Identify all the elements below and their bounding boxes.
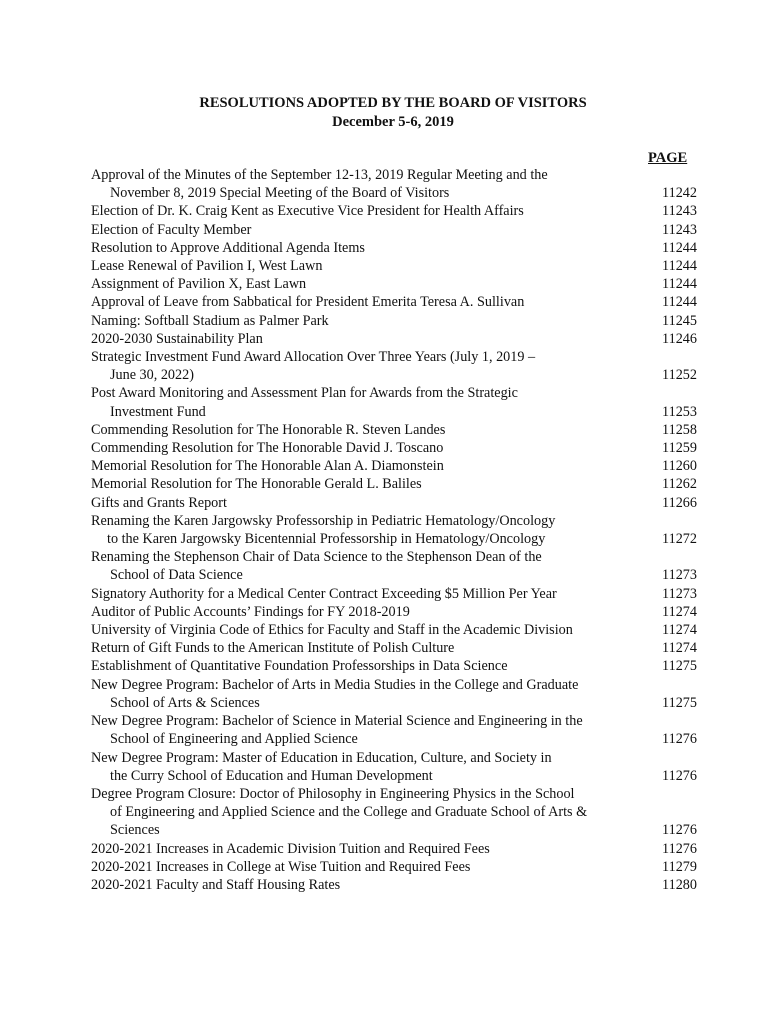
resolution-title bbox=[91, 494, 641, 512]
resolution-entry bbox=[91, 639, 697, 657]
resolution-title bbox=[91, 876, 641, 894]
resolution-title-line: Lease Renewal of Pavilion I, West Lawn bbox=[91, 258, 323, 275]
resolution-title-line: University of Virginia Code of Ethics for Faculty and Staff in the Academic Division bbox=[91, 622, 573, 639]
resolution-title-line: of Engineering and Applied Science and the College and Graduate School of Arts & bbox=[110, 804, 588, 821]
resolution-title-line: Commending Resolution for The Honorable R. Steven Landes bbox=[91, 421, 446, 438]
resolution-title-line: Memorial Resolution for The Honorable Gerald L. Baliles bbox=[91, 476, 422, 493]
resolution-title-line: School of Engineering and Applied Science bbox=[110, 731, 358, 748]
resolution-entry bbox=[91, 785, 697, 840]
resolution-page-number: 11274 bbox=[662, 640, 697, 657]
resolution-page-number: 11273 bbox=[662, 585, 697, 602]
resolution-entry bbox=[91, 275, 697, 293]
resolution-entry bbox=[91, 621, 697, 639]
resolution-entry bbox=[91, 384, 697, 420]
title-block bbox=[0, 94, 770, 132]
resolution-title-line: Establishment of Quantitative Foundation Professorships in Data Science bbox=[91, 658, 508, 675]
resolution-entry bbox=[91, 257, 697, 275]
resolution-title-line: 2020-2021 Increases in College at Wise Tuition and Required Fees bbox=[91, 858, 471, 875]
resolution-page-number: 11252 bbox=[662, 367, 697, 384]
document-title: RESOLUTIONS ADOPTED BY THE BOARD OF VISITORS bbox=[199, 95, 587, 111]
resolution-title-line: Resolution to Approve Additional Agenda Items bbox=[91, 239, 365, 256]
resolution-entry bbox=[91, 293, 697, 311]
resolution-entry bbox=[91, 876, 697, 894]
resolution-title bbox=[91, 439, 641, 457]
resolution-title bbox=[91, 348, 641, 384]
resolution-title bbox=[91, 202, 641, 220]
resolution-page-number: 11272 bbox=[662, 531, 697, 548]
resolution-title-line: Sciences bbox=[110, 822, 160, 839]
resolution-title bbox=[91, 275, 641, 293]
resolution-title bbox=[91, 858, 641, 876]
resolution-title-line: the Curry School of Education and Human Development bbox=[110, 767, 433, 784]
resolution-title-line: New Degree Program: Master of Education in Education, Culture, and Society in bbox=[91, 749, 552, 766]
resolution-entry bbox=[91, 585, 697, 603]
resolution-title bbox=[91, 785, 641, 840]
resolution-title bbox=[91, 312, 641, 330]
resolution-title-line: November 8, 2019 Special Meeting of the Board of Visitors bbox=[110, 185, 450, 202]
resolution-entry bbox=[91, 494, 697, 512]
resolution-entry bbox=[91, 166, 697, 202]
resolution-title-line: Strategic Investment Fund Award Allocation Over Three Years (July 1, 2019 – bbox=[91, 349, 536, 366]
resolution-page-number: 11276 bbox=[662, 731, 697, 748]
resolution-title-line: Post Award Monitoring and Assessment Plan for Awards from the Strategic bbox=[91, 385, 518, 402]
resolution-page-number: 11275 bbox=[662, 694, 697, 711]
resolution-title bbox=[91, 457, 641, 475]
resolution-title bbox=[91, 421, 641, 439]
resolution-title-line: New Degree Program: Bachelor of Science in Material Science and Engineering in the bbox=[91, 713, 583, 730]
resolution-title-line: 2020-2030 Sustainability Plan bbox=[91, 330, 263, 347]
page-column-header: PAGE bbox=[648, 150, 688, 166]
resolution-page-number: 11244 bbox=[662, 294, 697, 311]
resolution-title bbox=[91, 639, 641, 657]
resolution-entry bbox=[91, 749, 697, 785]
resolution-title bbox=[91, 676, 641, 712]
resolution-title bbox=[91, 475, 641, 493]
resolution-page-number: 11266 bbox=[662, 494, 697, 511]
resolution-title-line: Return of Gift Funds to the American Institute of Polish Culture bbox=[91, 640, 455, 657]
resolution-title bbox=[91, 293, 641, 311]
resolution-entry bbox=[91, 202, 697, 220]
resolution-entry bbox=[91, 312, 697, 330]
resolution-title-line: Naming: Softball Stadium as Palmer Park bbox=[91, 312, 329, 329]
resolution-title-line: Renaming the Karen Jargowsky Professorship in Pediatric Hematology/Oncology bbox=[91, 512, 556, 529]
resolution-title-line: Election of Faculty Member bbox=[91, 221, 252, 238]
resolution-page-number: 11280 bbox=[662, 876, 697, 893]
resolution-page-number: 11275 bbox=[662, 658, 697, 675]
resolution-title bbox=[91, 239, 641, 257]
resolution-page-number: 11273 bbox=[662, 567, 697, 584]
resolution-entry bbox=[91, 676, 697, 712]
resolution-title-line: School of Arts & Sciences bbox=[110, 694, 260, 711]
resolution-title bbox=[91, 712, 641, 748]
resolution-title bbox=[91, 257, 641, 275]
resolution-title-line: Investment Fund bbox=[110, 403, 206, 420]
resolution-page-number: 11242 bbox=[662, 185, 697, 202]
resolution-title-line: Approval of the Minutes of the September 12-13, 2019 Regular Meeting and the bbox=[91, 167, 548, 183]
resolution-title bbox=[91, 221, 641, 239]
resolution-page-number: 11279 bbox=[662, 858, 697, 875]
resolution-title-line: Auditor of Public Accounts’ Findings for FY 2018-2019 bbox=[91, 603, 410, 620]
resolution-page-number: 11253 bbox=[662, 403, 697, 420]
resolution-entry bbox=[91, 475, 697, 493]
resolution-title bbox=[91, 166, 641, 202]
resolution-entry bbox=[91, 439, 697, 457]
resolution-entry bbox=[91, 421, 697, 439]
resolution-entry bbox=[91, 330, 697, 348]
resolution-entry bbox=[91, 657, 697, 675]
resolution-title-line: Memorial Resolution for The Honorable Alan A. Diamonstein bbox=[91, 458, 444, 475]
resolution-title bbox=[91, 603, 641, 621]
resolution-title-line: Commending Resolution for The Honorable David J. Toscano bbox=[91, 440, 444, 457]
resolution-title-line: Gifts and Grants Report bbox=[91, 494, 227, 511]
resolution-page-number: 11244 bbox=[662, 258, 697, 275]
resolution-title bbox=[91, 840, 641, 858]
resolution-page-number: 11260 bbox=[662, 458, 697, 475]
resolution-page-number: 11246 bbox=[662, 330, 697, 347]
resolution-entry bbox=[91, 712, 697, 748]
resolution-entry bbox=[91, 457, 697, 475]
resolutions-list bbox=[91, 166, 697, 894]
resolution-title bbox=[91, 330, 641, 348]
resolution-title-line: 2020-2021 Faculty and Staff Housing Rates bbox=[91, 876, 341, 893]
resolution-title-line: Assignment of Pavilion X, East Lawn bbox=[91, 276, 307, 293]
resolution-page-number: 11274 bbox=[662, 622, 697, 639]
resolution-entry bbox=[91, 858, 697, 876]
resolution-title-line: Degree Program Closure: Doctor of Philosophy in Engineering Physics in the School bbox=[91, 785, 575, 802]
resolution-title bbox=[91, 621, 641, 639]
resolution-page-number: 11243 bbox=[662, 203, 697, 220]
resolution-entry bbox=[91, 512, 697, 548]
resolution-title-line: Election of Dr. K. Craig Kent as Executive Vice President for Health Affairs bbox=[91, 203, 524, 220]
resolution-title bbox=[91, 749, 641, 785]
resolution-entry bbox=[91, 840, 697, 858]
resolution-page-number: 11276 bbox=[662, 822, 697, 839]
resolution-entry bbox=[91, 603, 697, 621]
resolution-page-number: 11276 bbox=[662, 767, 697, 784]
resolution-page-number: 11244 bbox=[662, 239, 697, 256]
resolution-title-line: Signatory Authority for a Medical Center Contract Exceeding $5 Million Per Year bbox=[91, 585, 557, 602]
resolution-title-line: New Degree Program: Bachelor of Arts in Media Studies in the College and Graduate bbox=[91, 676, 579, 693]
resolution-entry bbox=[91, 348, 697, 384]
resolution-title-line: School of Data Science bbox=[110, 567, 243, 584]
resolution-page-number: 11244 bbox=[662, 276, 697, 293]
resolution-page-number: 11245 bbox=[662, 312, 697, 329]
resolution-page-number: 11258 bbox=[662, 421, 697, 438]
document-date: December 5-6, 2019 bbox=[332, 114, 454, 130]
resolution-title-line: to the Karen Jargowsky Bicentennial Professorship in Hematology/Oncology bbox=[107, 531, 546, 548]
resolution-page-number: 11276 bbox=[662, 840, 697, 857]
resolution-title bbox=[91, 548, 641, 584]
resolution-entry bbox=[91, 221, 697, 239]
resolution-title bbox=[91, 657, 641, 675]
resolution-title bbox=[91, 512, 641, 548]
resolution-title bbox=[91, 585, 641, 603]
resolution-title-line: June 30, 2022) bbox=[110, 367, 194, 384]
resolution-page-number: 11259 bbox=[662, 440, 697, 457]
resolution-title bbox=[91, 384, 641, 420]
resolution-title-line: Renaming the Stephenson Chair of Data Science to the Stephenson Dean of the bbox=[91, 549, 542, 566]
resolution-page-number: 11274 bbox=[662, 603, 697, 620]
resolution-entry bbox=[91, 548, 697, 584]
resolution-title-line: Approval of Leave from Sabbatical for President Emerita Teresa A. Sullivan bbox=[91, 294, 525, 311]
resolution-entry bbox=[91, 239, 697, 257]
resolution-page-number: 11262 bbox=[662, 476, 697, 493]
resolution-title-line: 2020-2021 Increases in Academic Division Tuition and Required Fees bbox=[91, 840, 490, 857]
resolution-page-number: 11243 bbox=[662, 221, 697, 238]
